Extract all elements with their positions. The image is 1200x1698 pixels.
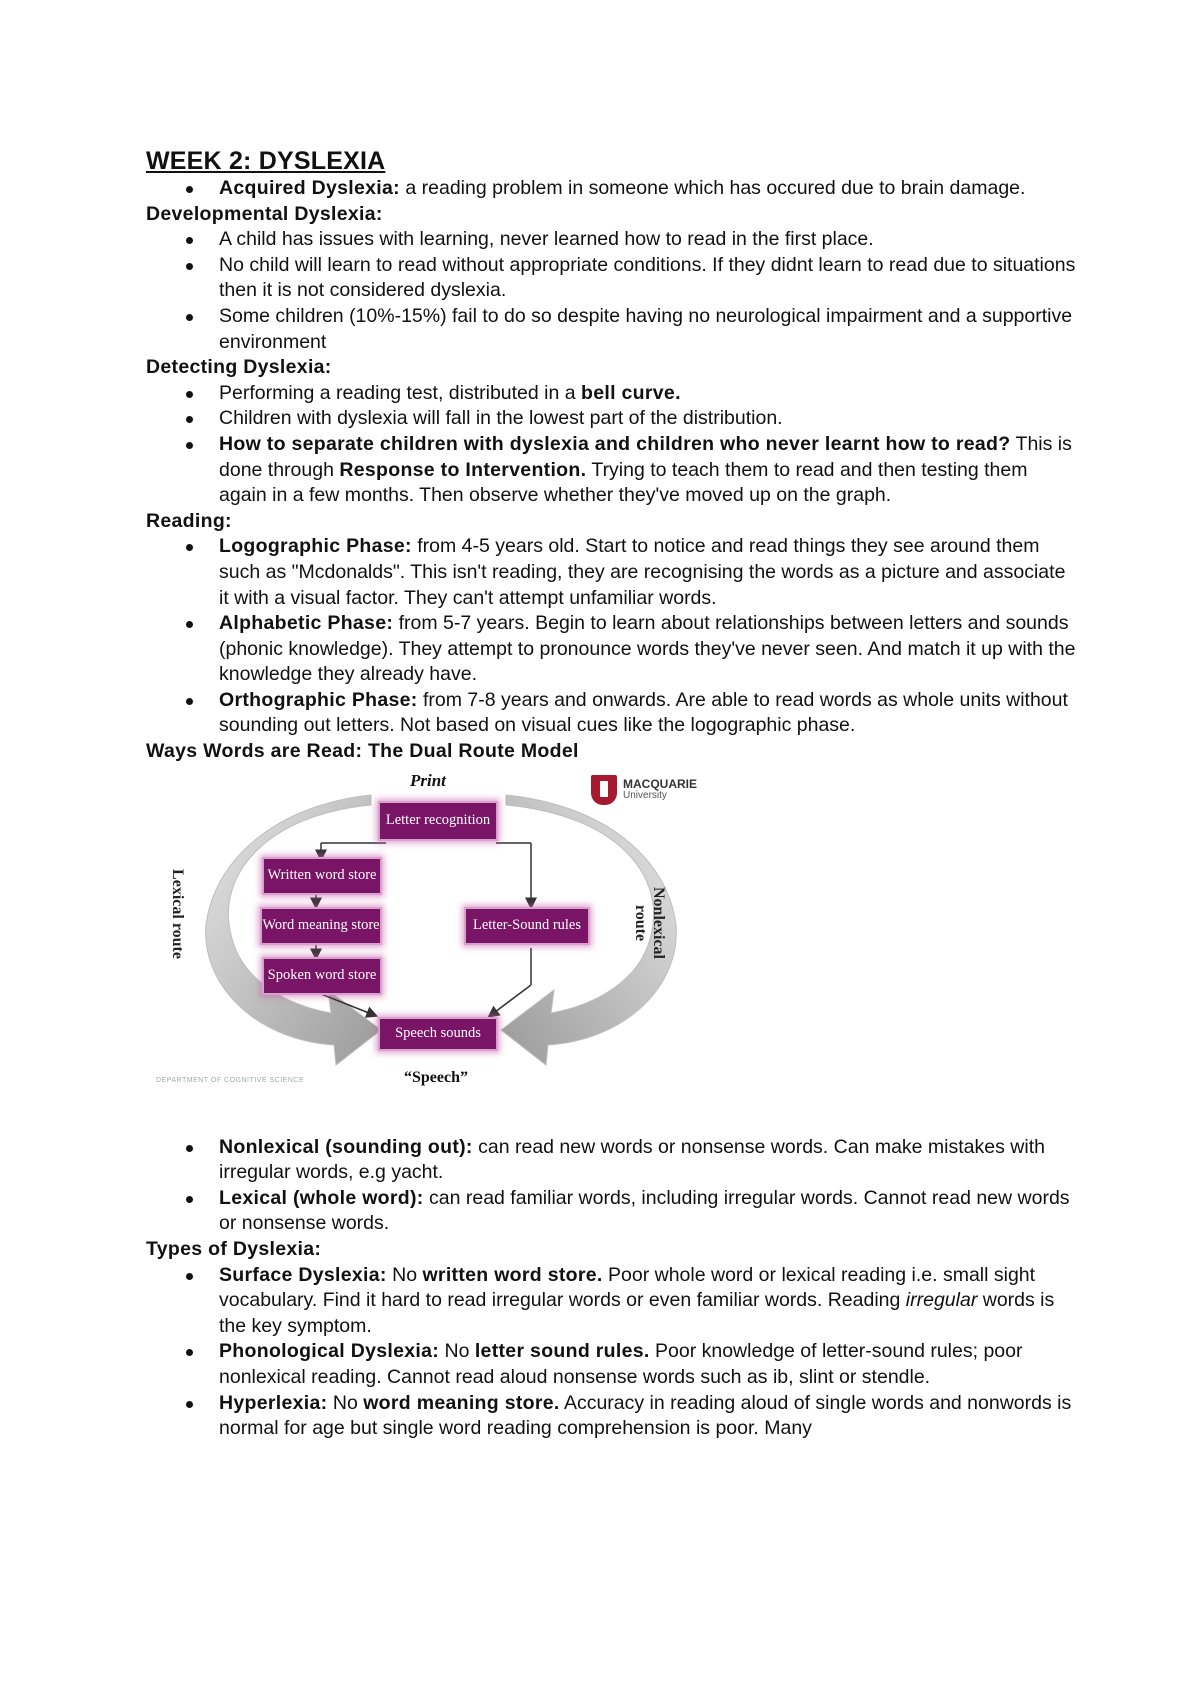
document-body: [146, 146, 1076, 1442]
list-item: Orthographic Phase: from 7-8 years and onwards. Are able to read words as whole units without sounding out letters. Not based on visual cues like the logographic phase.: [146, 688, 1076, 739]
list-item: Acquired Dyslexia: a reading problem in someone which has occured due to brain damage.: [146, 176, 1076, 202]
detecting-list: [146, 381, 1076, 509]
list-item: Nonlexical (sounding out): can read new words or nonsense words. Can make mistakes with irregular words, e.g yacht.: [146, 1135, 1076, 1186]
types-list: [146, 1263, 1076, 1442]
developmental-list: [146, 227, 1076, 355]
spoken-word-store-box: Spoken word store: [262, 957, 382, 995]
macquarie-shield-icon: [591, 775, 617, 805]
section-heading-detecting: Detecting Dyslexia:: [146, 356, 332, 379]
list-item: Logographic Phase: from 4-5 years old. Start to notice and read things they see around them such as "Mcdonalds". This isn't reading, they are recognising the words as a picture and associate it with a visual factor. They can't attempt unfamiliar words.: [146, 534, 1076, 611]
lexical-route-label: Lexical route: [169, 868, 186, 959]
letter-recognition-box: Letter recognition: [378, 801, 498, 841]
page-title: WEEK 2: DYSLEXIA: [146, 147, 386, 175]
written-word-store-box: Written word store: [262, 857, 382, 895]
list-item: Surface Dyslexia: No written word store. Poor whole word or lexical reading i.e. small sight vocabulary. Find it hard to read irregular words or even familiar words. Reading irregular words is the key symptom.: [146, 1263, 1076, 1340]
reading-list: [146, 534, 1076, 739]
route-list: [146, 1135, 1076, 1237]
macquarie-logo: MACQUARIE University: [591, 775, 697, 805]
list-item: Hyperlexia: No word meaning store. Accuracy in reading aloud of single words and nonwords is normal for age but single word reading comprehension is poor. Many: [146, 1391, 1076, 1442]
speech-label: “Speech”: [404, 1068, 468, 1086]
nonlexical-route-label: Nonlexical route: [632, 886, 667, 959]
dual-route-diagram: [146, 765, 1076, 1135]
section-heading-dual-route: Ways Words are Read: The Dual Route Model: [146, 740, 579, 763]
section-heading-developmental: Developmental Dyslexia:: [146, 202, 383, 225]
list-item: Children with dyslexia will fall in the lowest part of the distribution.: [146, 406, 1076, 432]
section-heading-types: Types of Dyslexia:: [146, 1238, 322, 1261]
list-item: How to separate children with dyslexia and children who never learnt how to read? This is done through Response to Intervention. Trying to teach them to read and then testing them again in a few months. Then observe whether they've moved up on the graph.: [146, 432, 1076, 509]
list-item: Alphabetic Phase: from 5-7 years. Begin to learn about relationships between letters and sounds (phonic knowledge). They attempt to pronounce words they've never seen. And match it up with the knowledge they already have.: [146, 611, 1076, 688]
letter-sound-rules-box: Letter-Sound rules: [464, 907, 590, 945]
print-label: Print: [410, 770, 446, 790]
list-item: No child will learn to read without appropriate conditions. If they didnt learn to read due to situations then it is not considered dyslexia.: [146, 253, 1076, 304]
section-heading-reading: Reading:: [146, 509, 232, 532]
list-item: Phonological Dyslexia: No letter sound rules. Poor knowledge of letter-sound rules; poor nonlexical reading. Cannot read aloud nonsense words such as ib, slint or stendle.: [146, 1339, 1076, 1390]
list-item: Performing a reading test, distributed in a bell curve.: [146, 381, 1076, 407]
list-item: A child has issues with learning, never learned how to read in the first place.: [146, 227, 1076, 253]
intro-list: [146, 176, 1076, 202]
speech-sounds-box: Speech sounds: [378, 1017, 498, 1051]
department-caption: DEPARTMENT OF COGNITIVE SCIENCE: [156, 1076, 305, 1084]
list-item: Some children (10%-15%) fail to do so despite having no neurological impairment and a supportive environment: [146, 304, 1076, 355]
word-meaning-store-box: Word meaning store: [260, 907, 382, 945]
list-item: Lexical (whole word): can read familiar words, including irregular words. Cannot read new words or nonsense words.: [146, 1186, 1076, 1237]
